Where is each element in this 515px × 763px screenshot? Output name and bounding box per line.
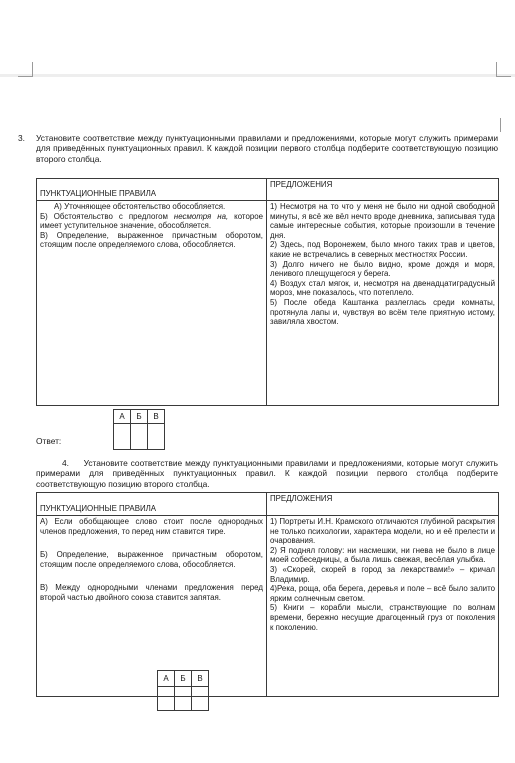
task4-rules-cell — [37, 516, 267, 697]
task3-answer-cell-c[interactable] — [148, 424, 165, 450]
task3-sentence-2: 2) Здесь, под Воронежем, было много таких трав и цветов, какие не встречались в северных местностях России. — [270, 240, 495, 259]
task3-rule-c: В) Определение, выраженное причастным оборотом, стоящим после определяемого слова, обособляется. — [40, 230, 263, 250]
task3-sentence-5: 5) После обеда Каштанка разлеглась среди комнаты, протянула лапы и, чувствуя во всём теле приятную истому, завиляла хвостом. — [270, 297, 495, 327]
task3-answer-header-b: Б — [131, 410, 148, 424]
task3-sentence-4: 4) Воздух стал мягок, и, несмотря на двенадцатиградусный мороз, мне показалось, что потеплело. — [270, 278, 495, 298]
task4-sentence-5: 5) Книги – корабли мысли, странствующие по волнам времени, бережно несущие драгоценный груз от поколения к поколению. — [270, 603, 495, 632]
task4-answer-header-b: Б — [175, 671, 192, 687]
task4-sentence-2: 2) Я поднял голову: ни насмешки, ни гнева не было в лице моей собеседницы, а была лишь свежая, весёлая улыбка. — [270, 545, 495, 565]
task4-answer-cell-b[interactable] — [175, 687, 192, 711]
task3-rule-b: Б) Обстоятельство с предлогом несмотря на, которое имеет уступительное значение, обособляется. — [40, 211, 264, 231]
task3-prompt: Установите соответствие между пунктуационными правилами и предложениями, которые могут служить примерами для приведённых пунктуационных правил. К каждой позиции первого столбца подберите соответствующую позицию второго столбца. — [36, 133, 498, 164]
task4-prompt: 4. Установите соответствие между пунктуационными правилами и предложениями, которые могут служить примерами для приведённых пунктуационных правил. К каждой позиции первого столбца подберите соответствующую позицию второго столбца. — [36, 458, 498, 489]
task3-rules-cell — [37, 201, 267, 406]
task4-sentence-3: 3) «Скорей, скорей в город за лекарствами!» – кричал Владимир. — [270, 564, 495, 584]
task4-answer-header-a: А — [158, 671, 175, 687]
task3-answer-cell-b[interactable] — [131, 424, 148, 450]
task4-rule-c: В) Между однородными членами предложения перед второй частью двойного союза ставится запятая. — [40, 583, 263, 602]
task3-answer-table — [113, 409, 165, 450]
task3-sentence-3: 3) Долго ничего не было видно, кроме дождя и моря, ленивого плещущегося у берега. — [270, 259, 495, 279]
task4-rule-a: А) Если обобщающее слово стоит после однородных членов предложения, то перед ним ставится тире. — [40, 517, 263, 536]
task4-table — [36, 492, 499, 697]
task3-sentences-cell — [267, 201, 499, 406]
task4-sentence-4: 4)Река, роща, оба берега, деревья и поле – всё было залито ярким солнечным светом. — [270, 584, 495, 603]
task3-answer-header-c: В — [148, 410, 165, 424]
task4-rule-b: Б) Определение, выраженное причастным оборотом, стоящим после определяемого слова, обособляется. — [40, 550, 263, 569]
task4-sentences-cell — [267, 516, 499, 697]
task4-answer-table — [157, 670, 209, 711]
task3-header-sentences: ПРЕДЛОЖЕНИЯ — [267, 179, 499, 201]
page-top-border — [0, 74, 515, 77]
task4-header-rules: ПУНКТУАЦИОННЫЕ ПРАВИЛА — [37, 493, 267, 516]
margin-mark-right — [500, 118, 509, 132]
task3-table — [36, 178, 499, 406]
task4-answer-cell-a[interactable] — [158, 687, 175, 711]
task3-header-rules: ПУНКТУАЦИОННЫЕ ПРАВИЛА — [37, 179, 267, 201]
task4-answer-header-c: В — [192, 671, 209, 687]
crop-mark-right — [496, 62, 511, 77]
crop-mark-left — [18, 62, 33, 77]
task4-sentence-1: 1) Портреты И.Н. Крамского отличаются глубиной раскрытия не только психологии, характера модели, но и её прелести и очарования. — [270, 517, 495, 546]
task3-rule-a: А) Уточняющее обстоятельство обособляется. — [54, 202, 226, 211]
task3-answer-header-a: А — [114, 410, 131, 424]
task4-number: 4. — [62, 458, 69, 468]
task3-number: 3. — [18, 133, 25, 143]
task3-answer-cell-a[interactable] — [114, 424, 131, 450]
task3-answer-label: Ответ: — [36, 436, 62, 446]
task3-sentence-1: 1) Несмотря на то что у меня не было ни одной свободной минуты, я всё же вёл нечто вроде дневника, записывая туда самые интересные события, которые произошли в течение дня. — [270, 202, 495, 240]
task4-header-sentences: ПРЕДЛОЖЕНИЯ — [267, 493, 499, 516]
task4-answer-cell-c[interactable] — [192, 687, 209, 711]
